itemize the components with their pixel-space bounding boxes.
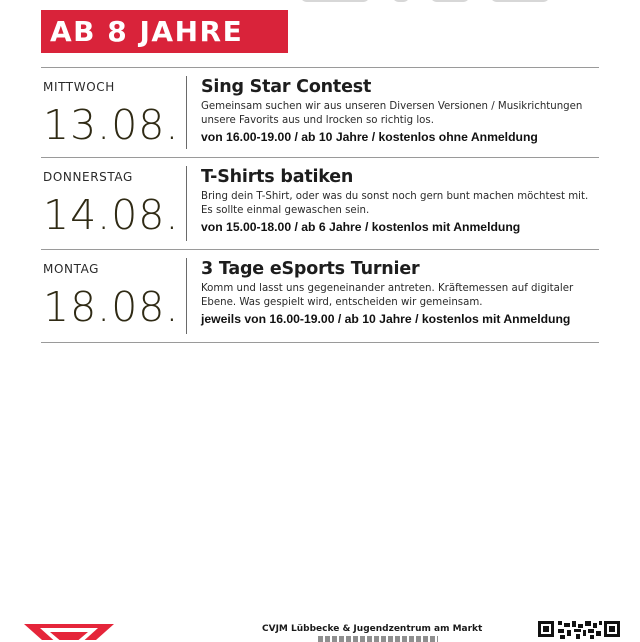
event-date: 13.08.	[43, 101, 180, 149]
event-title: T-Shirts batiken	[201, 167, 354, 187]
event-info: von 15.00-18.00 / ab 6 Jahre / kostenlos mit Anmeldung	[201, 220, 521, 234]
event-description: Gemeinsam suchen wir aus unseren Diversen Versionen / Musikrichtungen unsere Favorits aus und lrocken so richtig los.	[201, 101, 583, 126]
event-list	[41, 67, 599, 343]
event-weekday: MITTWOCH	[43, 80, 115, 94]
event-date: 18.08.	[43, 283, 180, 331]
age-banner: AB 8 JAHRE	[41, 10, 288, 53]
qr-code-icon[interactable]	[538, 621, 620, 640]
divider-line	[186, 76, 187, 149]
event-details	[201, 167, 596, 234]
divider-line	[186, 166, 187, 241]
event-date-column	[43, 170, 183, 237]
cvjm-triangle-logo-icon	[24, 624, 114, 640]
event-weekday: MONTAG	[43, 262, 100, 276]
event-date-column	[43, 262, 183, 329]
event-row	[41, 67, 599, 157]
divider-line	[186, 258, 187, 334]
event-title: 3 Tage eSports Turnier	[201, 259, 420, 279]
event-title: Sing Star Contest	[201, 77, 372, 97]
event-details	[201, 259, 596, 326]
footer-address-fragment	[318, 636, 438, 642]
event-row	[41, 249, 599, 343]
footer-organization: CVJM Lübbecke & Jugendzentrum am Markt	[262, 624, 483, 634]
event-info: jeweils von 16.00-19.00 / ab 10 Jahre / kostenlos mit Anmeldung	[201, 312, 571, 326]
event-description: Bring dein T-Shirt, oder was du sonst noch gern bunt machen möchtest mit. Es sollte einmal gewaschen sein.	[201, 191, 589, 216]
event-row	[41, 157, 599, 249]
event-info: von 16.00-19.00 / ab 10 Jahre / kostenlos ohne Anmeldung	[201, 130, 538, 144]
event-date: 14.08.	[43, 191, 180, 239]
cropped-header-fragment	[300, 0, 600, 4]
event-date-column	[43, 80, 183, 147]
event-weekday: DONNERSTAG	[43, 170, 133, 184]
event-details	[201, 77, 596, 144]
event-description: Komm und lasst uns gegeneinander antreten. Kräftemessen auf digitaler Ebene. Was gespielt wird, entscheiden wir gemeinsam.	[201, 283, 574, 308]
